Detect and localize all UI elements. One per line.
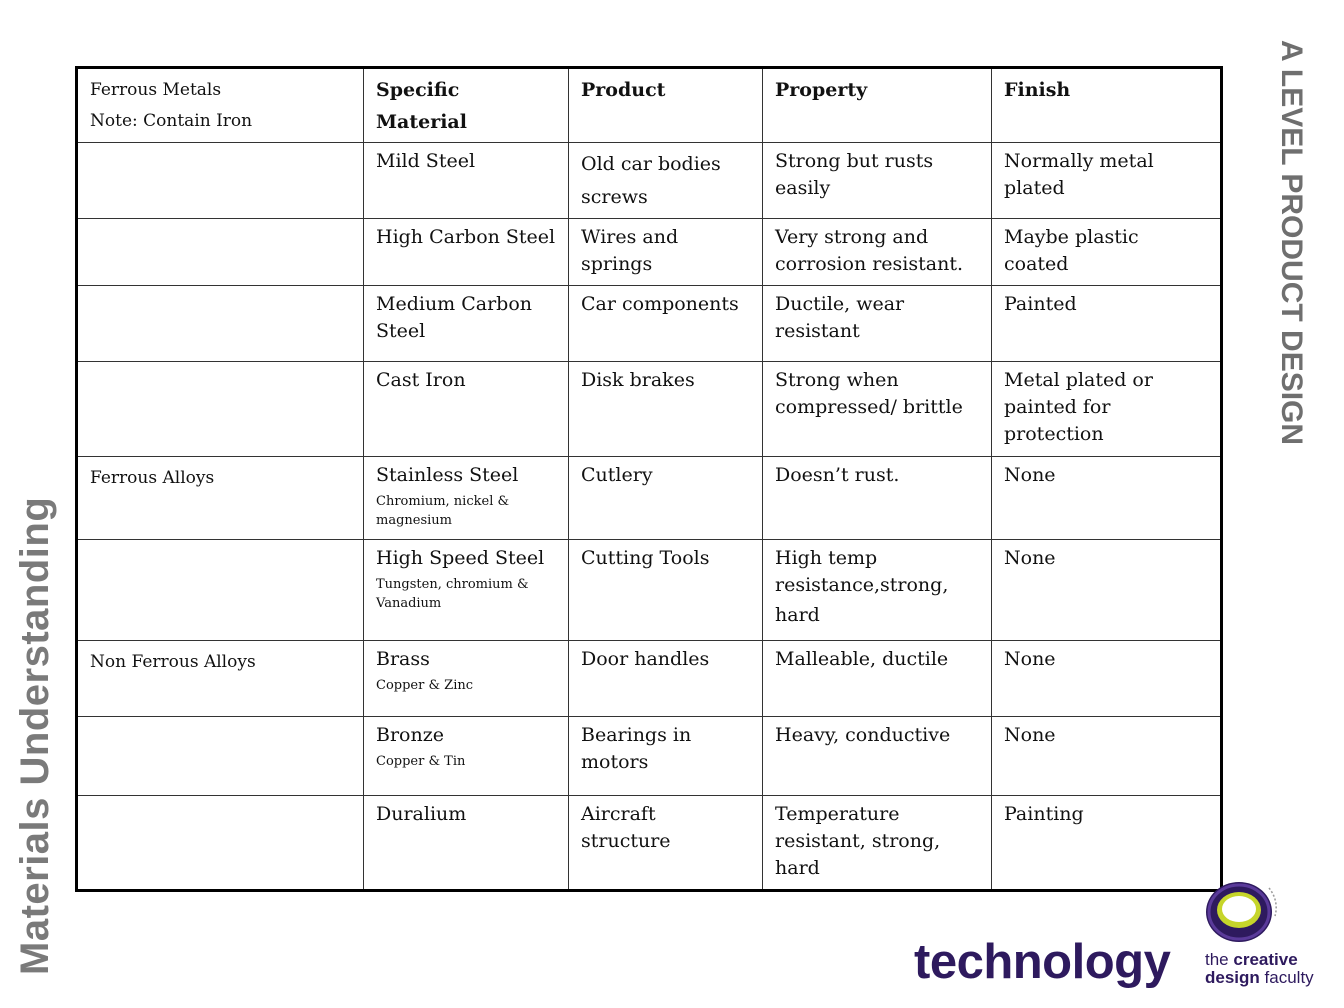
material-cell [364, 796, 569, 891]
material-column-header: Specific Material [376, 79, 467, 133]
property-cell: Strong when compressed/ brittle [763, 362, 992, 457]
material-name: Cast Iron [376, 369, 466, 391]
table-row [77, 796, 1222, 891]
category-cell [77, 540, 364, 641]
product-cell: Disk brakes [569, 362, 763, 457]
finish-cell: None [992, 540, 1222, 641]
table-row [77, 143, 1222, 219]
material-composition: Chromium, nickel & magnesium [376, 494, 510, 528]
material-cell [364, 457, 569, 540]
material-cell [364, 540, 569, 641]
side-title-left: Materials Understanding [13, 496, 57, 975]
finish-cell: Normally metal plated [992, 143, 1222, 219]
property-cell [763, 540, 992, 641]
material-cell [364, 143, 569, 219]
table-row [77, 286, 1222, 362]
property-cell: Ductile, wear resistant [763, 286, 992, 362]
side-title-right: A LEVEL PRODUCT DESIGN [1275, 40, 1308, 446]
tagline-creative: creative [1233, 950, 1298, 969]
product-cell [569, 143, 763, 219]
finish-column-header: Finish [1004, 79, 1071, 101]
finish-cell: Maybe plastic coated [992, 219, 1222, 286]
product-column-header: Product [581, 79, 666, 101]
table-row [77, 641, 1222, 717]
table-row [77, 457, 1222, 540]
product-name: Old car bodies [581, 153, 721, 175]
product-cell: Aircraft structure [569, 796, 763, 891]
table-row [77, 362, 1222, 457]
table-row [77, 717, 1222, 796]
brand-wordmark: technology [914, 935, 1171, 989]
product-cell: Bearings in motors [569, 717, 763, 796]
finish-cell: None [992, 457, 1222, 540]
finish-cell: Painted [992, 286, 1222, 362]
material-cell [364, 286, 569, 362]
material-cell [364, 219, 569, 286]
material-composition: Tungsten, chromium & Vanadium [376, 577, 529, 611]
material-name: Mild Steel [376, 150, 476, 172]
finish-header-cell [992, 68, 1222, 143]
product-cell: Door handles [569, 641, 763, 717]
category-cell [77, 219, 364, 286]
property-cell: Strong but rusts easily [763, 143, 992, 219]
brand-tagline [1205, 951, 1314, 987]
material-composition: Copper & Tin [376, 754, 466, 769]
property-text: High temp resistance,strong, [775, 547, 949, 596]
category-cell [77, 286, 364, 362]
category-cell: Non Ferrous Alloys [77, 641, 364, 717]
category-cell: Ferrous Alloys [77, 457, 364, 540]
category-title: Ferrous Metals [90, 80, 222, 100]
table-header-row [77, 68, 1222, 143]
material-name: High Speed Steel [376, 547, 545, 569]
product-cell: Cutting Tools [569, 540, 763, 641]
material-name: Duralium [376, 803, 467, 825]
category-cell [77, 362, 364, 457]
property-cell: Very strong and corrosion resistant. [763, 219, 992, 286]
material-cell [364, 362, 569, 457]
property-cell: Heavy, conductive [763, 717, 992, 796]
property-cell: Doesn’t rust. [763, 457, 992, 540]
finish-cell: None [992, 641, 1222, 717]
category-note: Note: Contain Iron [90, 111, 253, 131]
category-cell [77, 796, 364, 891]
property-cell: Temperature resistant, strong, hard [763, 796, 992, 891]
tagline-design: design [1205, 968, 1260, 987]
materials-table [75, 66, 1223, 892]
finish-cell: Metal plated or painted for protection [992, 362, 1222, 457]
product-name-line2: screws [581, 186, 648, 208]
finish-cell: Painting [992, 796, 1222, 891]
table-row [77, 540, 1222, 641]
material-name: Stainless Steel [376, 464, 519, 486]
finish-cell: None [992, 717, 1222, 796]
faculty-logo-icon [1203, 876, 1285, 946]
table-row [77, 219, 1222, 286]
material-name: Brass [376, 648, 430, 670]
property-header-cell [763, 68, 992, 143]
category-header-cell [77, 68, 364, 143]
material-name: Medium Carbon Steel [376, 293, 533, 342]
property-text-line2: hard [775, 604, 820, 626]
category-cell [77, 143, 364, 219]
tagline-faculty: faculty [1264, 968, 1314, 987]
category-cell [77, 717, 364, 796]
product-header-cell [569, 68, 763, 143]
material-name: High Carbon Steel [376, 226, 556, 248]
property-cell: Malleable, ductile [763, 641, 992, 717]
material-cell [364, 641, 569, 717]
material-cell [364, 717, 569, 796]
material-header-cell [364, 68, 569, 143]
product-cell: Wires and springs [569, 219, 763, 286]
material-name: Bronze [376, 724, 444, 746]
tagline-prefix: the [1205, 950, 1229, 969]
product-cell: Car components [569, 286, 763, 362]
product-cell: Cutlery [569, 457, 763, 540]
material-composition: Copper & Zinc [376, 678, 474, 693]
property-column-header: Property [775, 79, 868, 101]
